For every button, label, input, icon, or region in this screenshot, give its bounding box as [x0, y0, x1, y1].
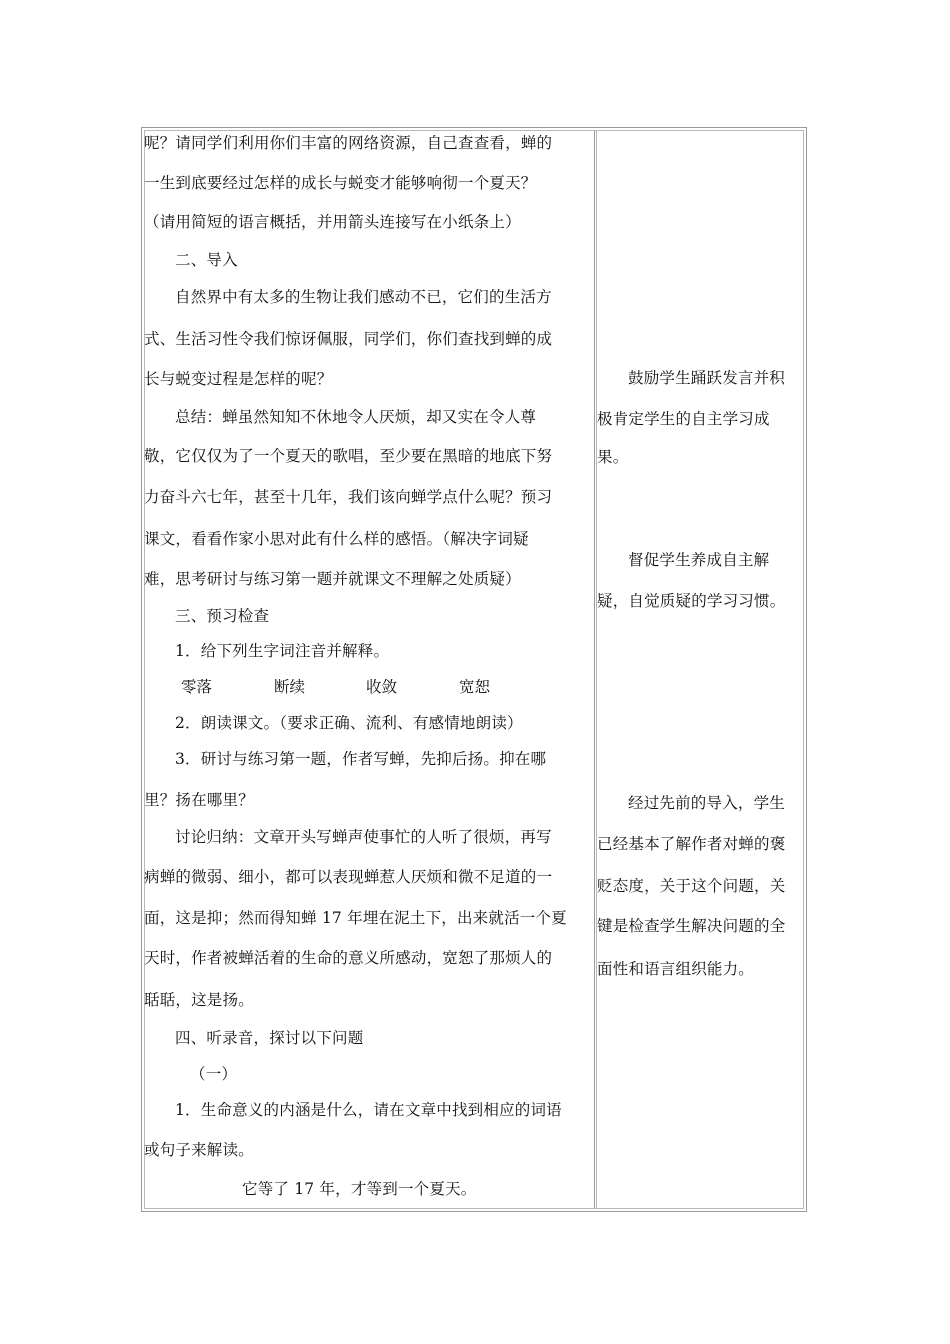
- content-line: 1．生命意义的内涵是什么，请在文章中找到相应的词语: [175, 1101, 562, 1119]
- section-heading-listen: 四、听录音，探讨以下问题: [175, 1029, 364, 1047]
- content-line: 聒聒，这是扬。: [144, 991, 254, 1009]
- content-line: 病蝉的微弱、细小，都可以表现蝉惹人厌烦和微不足道的一: [144, 868, 553, 886]
- content-line: 总结：蝉虽然知知不休地令人厌烦，却又实在令人尊: [175, 408, 537, 426]
- note-line: 极肯定学生的自主学习成: [597, 410, 770, 428]
- note-line: 键是检查学生解决问题的全: [597, 917, 786, 935]
- note-line: 督促学生养成自主解: [628, 551, 770, 569]
- content-line: 敬，它仅仅为了一个夏天的歌唱，至少要在黑暗的地底下努: [144, 447, 553, 465]
- content-line: 长与蜕变过程是怎样的呢？: [144, 370, 333, 388]
- subsection-heading: （一）: [190, 1065, 238, 1083]
- content-line: 自然界中有太多的生物让我们感动不已，它们的生活方: [175, 288, 552, 306]
- content-line: 讨论归纳：文章开头写蝉声使事忙的人听了很烦，再写: [175, 828, 552, 846]
- content-line: 难，思考研讨与练习第一题并就课文不理解之处质疑）: [144, 570, 521, 588]
- content-line: 2．朗读课文。（要求正确、流利、有感情地朗读）: [175, 714, 523, 732]
- content-line: 式、生活习性令我们惊讶佩服，同学们，你们查找到蝉的成: [144, 330, 553, 348]
- note-line: 疑，自觉质疑的学习习惯。: [597, 592, 786, 610]
- vocab-word: 断续: [274, 678, 306, 696]
- quote-line: 它等了 17 年，才等到一个夏天。: [242, 1180, 477, 1198]
- section-heading-intro: 二、导入: [175, 251, 238, 269]
- vocab-word: 收敛: [366, 678, 398, 696]
- column-divider: [594, 131, 597, 1208]
- content-line: （请用简短的语言概括，并用箭头连接写在小纸条上）: [144, 213, 521, 231]
- content-line: 一生到底要经过怎样的成长与蜕变才能够响彻一个夏天？: [144, 174, 537, 192]
- vocab-word: 零落: [181, 678, 213, 696]
- note-line: 鼓励学生踊跃发言并积: [628, 369, 786, 387]
- content-line: 课文，看看作家小思对此有什么样的感悟。（解决字词疑: [144, 530, 529, 548]
- note-line: 果。: [597, 448, 629, 466]
- note-line: 已经基本了解作者对蝉的褒: [597, 835, 786, 853]
- vocab-word: 宽恕: [459, 678, 491, 696]
- content-line: 或句子来解读。: [144, 1141, 254, 1159]
- note-line: 贬态度，关于这个问题，关: [597, 877, 786, 895]
- content-line: 面，这是抑；然而得知蝉 17 年埋在泥土下，出来就活一个夏: [144, 909, 567, 927]
- section-heading-preview-check: 三、预习检查: [175, 607, 270, 625]
- content-line: 力奋斗六七年，甚至十几年，我们该向蝉学点什么呢？预习: [144, 488, 553, 506]
- content-line: 天时，作者被蝉活着的生命的意义所感动，宽恕了那烦人的: [144, 949, 553, 967]
- note-line: 面性和语言组织能力。: [597, 960, 755, 978]
- content-line: 里？扬在哪里？: [144, 791, 254, 809]
- content-line: 1．给下列生字词注音并解释。: [175, 642, 390, 660]
- content-line: 呢？请同学们利用你们丰富的网络资源，自己查查看，蝉的: [144, 134, 553, 152]
- note-line: 经过先前的导入，学生: [628, 794, 786, 812]
- content-line: 3．研讨与练习第一题，作者写蝉，先抑后扬。抑在哪: [175, 750, 547, 768]
